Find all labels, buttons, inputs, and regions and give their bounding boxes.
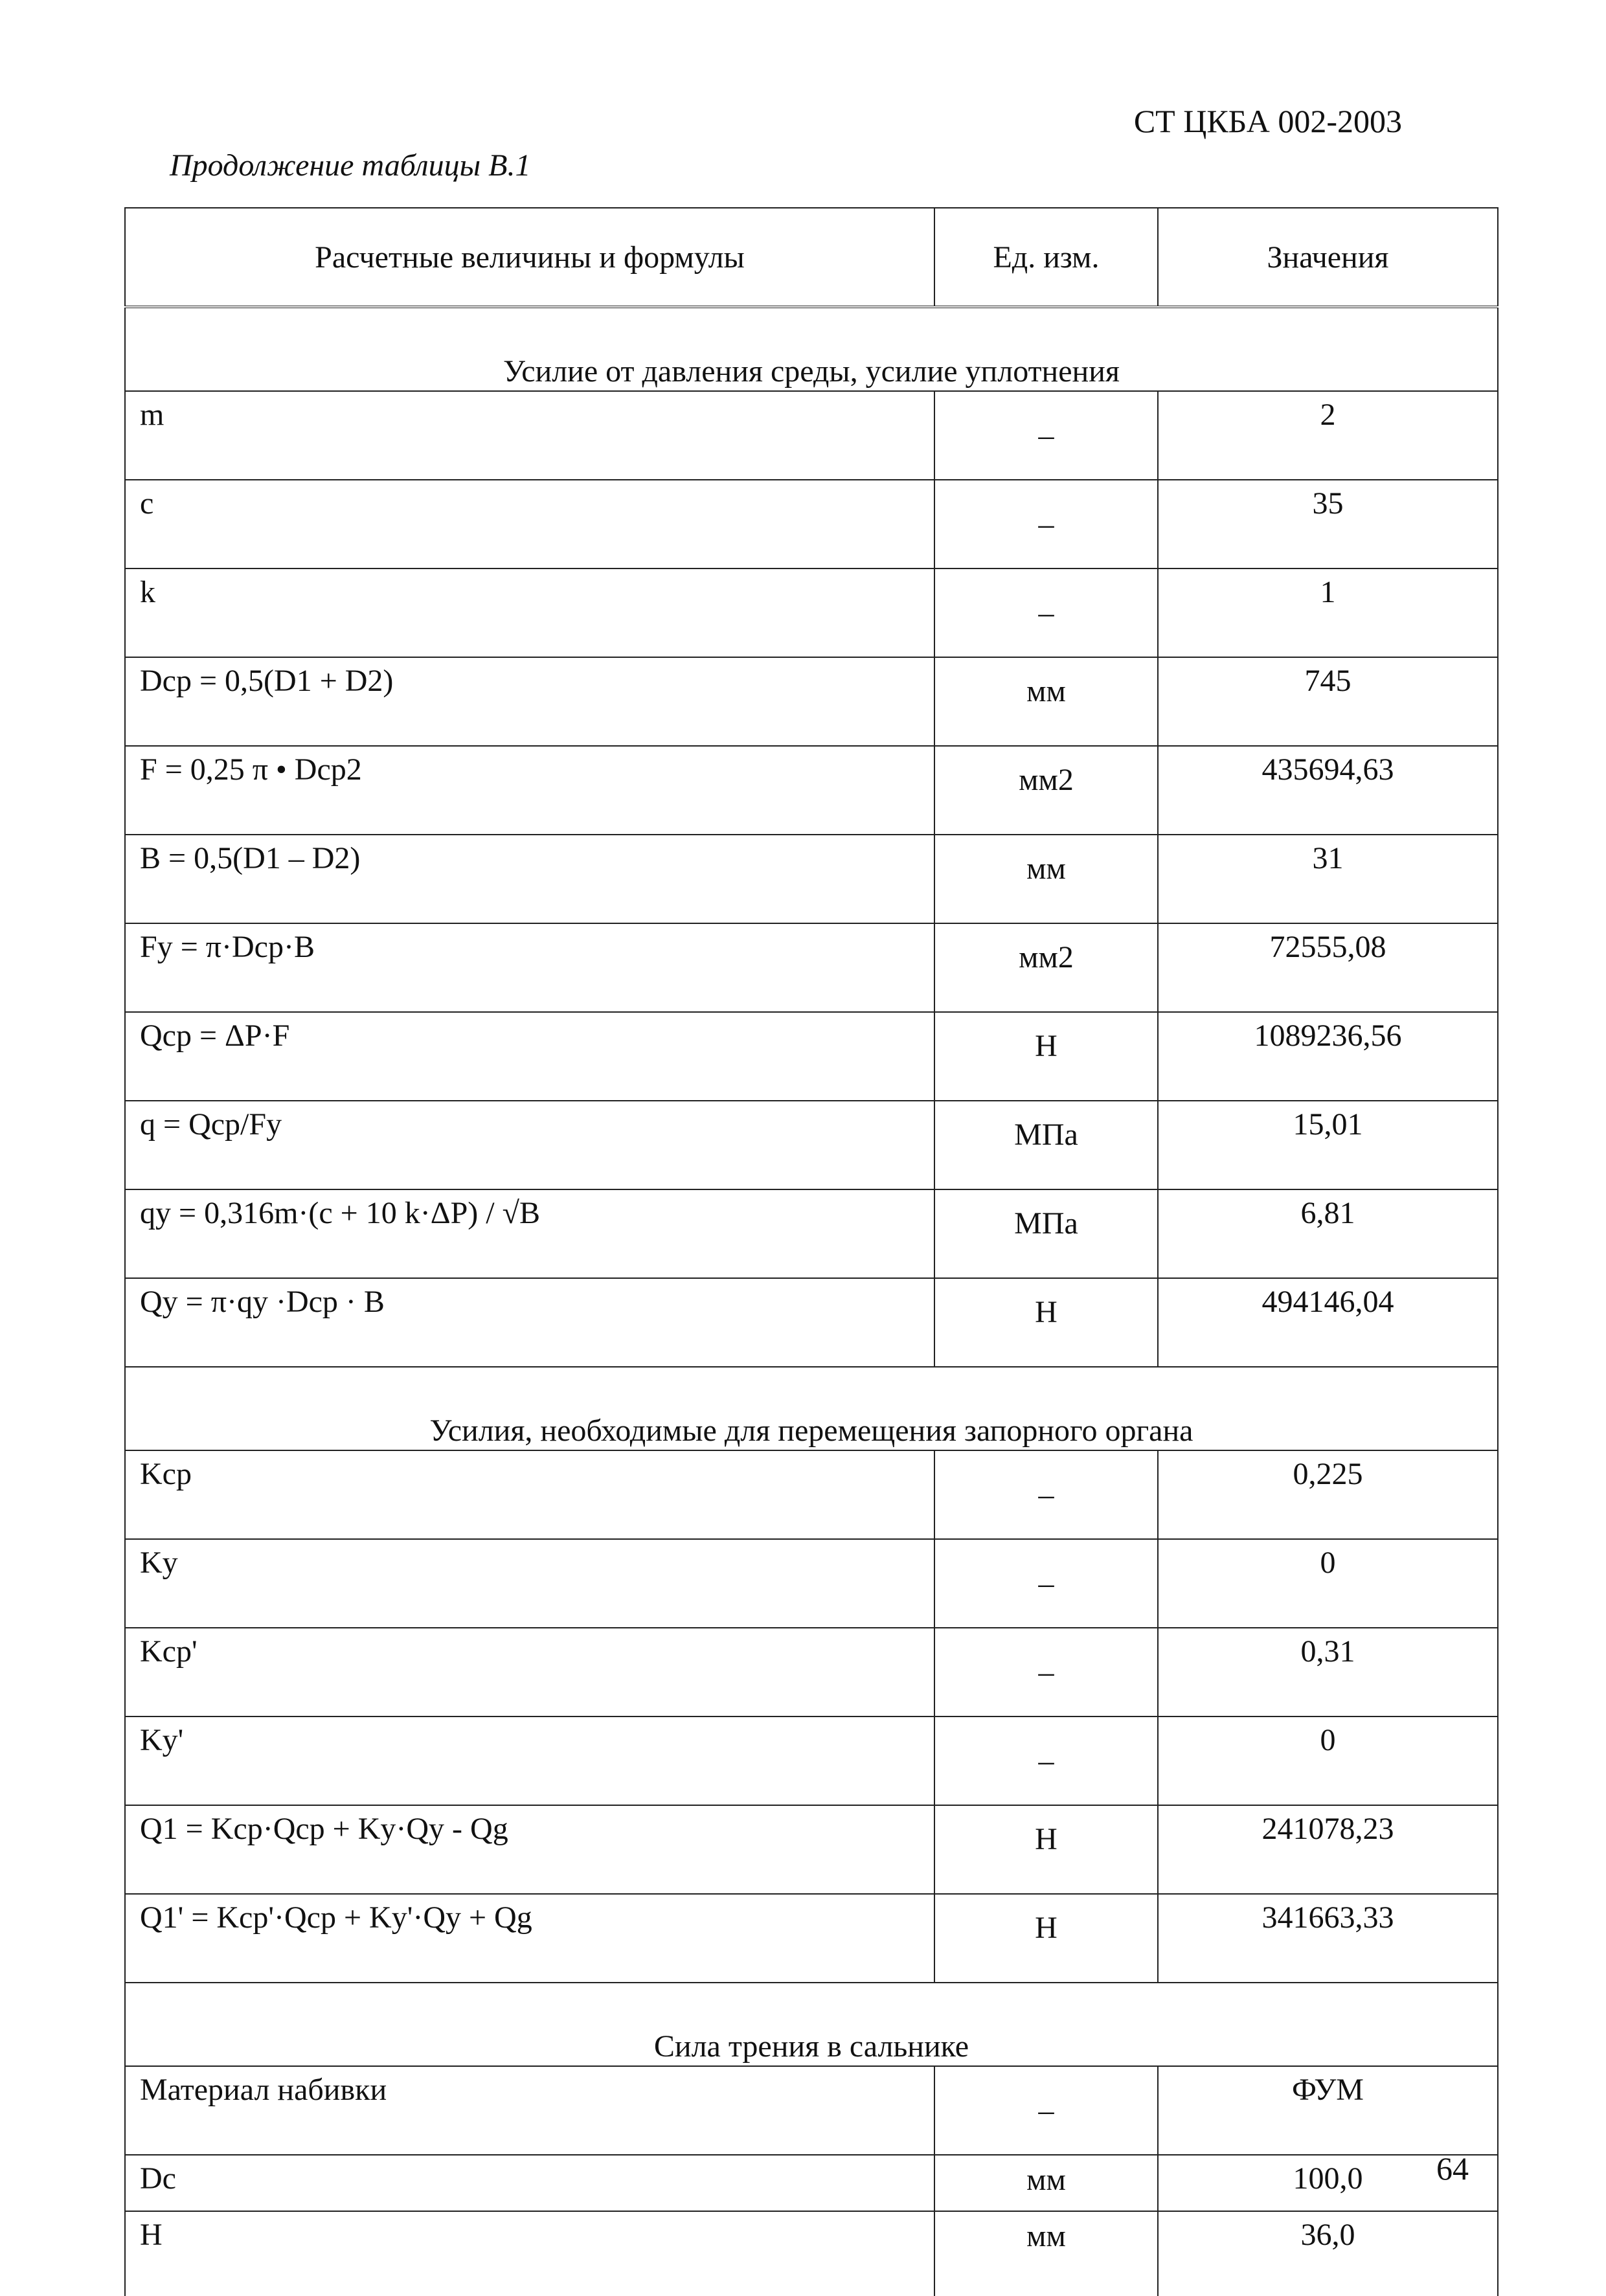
unit-cell: _ (934, 1716, 1158, 1805)
formula-cell: Dc (125, 2155, 934, 2211)
formula-cell: q = Qcp/Fy (125, 1101, 934, 1189)
value-cell: 1089236,56 (1158, 1012, 1498, 1101)
value-cell: 1 (1158, 568, 1498, 657)
page-number: 64 (1436, 2150, 1469, 2187)
unit-cell: МПа (934, 1189, 1158, 1278)
table-row (125, 746, 1498, 835)
table-row (125, 835, 1498, 923)
table-row (125, 1012, 1498, 1101)
column-header-unit: Ед. изм. (934, 208, 1158, 307)
table-row (125, 2211, 1498, 2296)
formula-cell: Kcp (125, 1450, 934, 1539)
table-row (125, 1628, 1498, 1716)
table-row (125, 1101, 1498, 1189)
value-cell: 2 (1158, 391, 1498, 480)
unit-cell: Н (934, 1894, 1158, 1983)
unit-cell: _ (934, 568, 1158, 657)
unit-cell: мм (934, 835, 1158, 923)
formula-cell: Ky' (125, 1716, 934, 1805)
table-row (125, 1805, 1498, 1894)
value-cell: 241078,23 (1158, 1805, 1498, 1894)
value-cell: 0,31 (1158, 1628, 1498, 1716)
unit-cell: _ (934, 2066, 1158, 2155)
unit-cell: мм (934, 2211, 1158, 2296)
formula-cell: H (125, 2211, 934, 2296)
unit-cell: _ (934, 1628, 1158, 1716)
section-row (125, 307, 1498, 391)
unit-cell: мм (934, 2155, 1158, 2211)
table-row (125, 480, 1498, 568)
formula-cell: c (125, 480, 934, 568)
calculation-table (124, 207, 1499, 2296)
value-cell: 0 (1158, 1716, 1498, 1805)
section-row (125, 1367, 1498, 1450)
formula-cell: Ky (125, 1539, 934, 1628)
value-cell: 341663,33 (1158, 1894, 1498, 1983)
unit-cell: _ (934, 480, 1158, 568)
formula-cell: Dcp = 0,5(D1 + D2) (125, 657, 934, 746)
value-cell: 0 (1158, 1539, 1498, 1628)
formula-cell: Q1' = Kcp'·Qcp + Ky'·Qy + Qg (125, 1894, 934, 1983)
value-cell: ФУМ (1158, 2066, 1498, 2155)
value-cell: 31 (1158, 835, 1498, 923)
value-cell: 435694,63 (1158, 746, 1498, 835)
value-cell: 72555,08 (1158, 923, 1498, 1012)
value-cell: 15,01 (1158, 1101, 1498, 1189)
document-code: СТ ЦКБА 002-2003 (1133, 103, 1402, 139)
value-cell: 0,225 (1158, 1450, 1498, 1539)
table-row (125, 1716, 1498, 1805)
formula-cell: Fy = π·Dcp·B (125, 923, 934, 1012)
column-header-value: Значения (1158, 208, 1498, 307)
formula-cell: qy = 0,316m·(c + 10 k·ΔP) / √B (125, 1189, 934, 1278)
table-row (125, 1539, 1498, 1628)
section-title: Сила трения в сальнике (125, 1983, 1498, 2066)
formula-cell: Q1 = Kcp·Qcp + Ky·Qy - Qg (125, 1805, 934, 1894)
unit-cell: _ (934, 391, 1158, 480)
unit-cell: МПа (934, 1101, 1158, 1189)
section-title: Усилие от давления среды, усилие уплотнения (125, 307, 1498, 391)
table-row (125, 2155, 1498, 2211)
formula-cell: k (125, 568, 934, 657)
unit-cell: мм (934, 657, 1158, 746)
formula-cell: B = 0,5(D1 – D2) (125, 835, 934, 923)
value-cell: 745 (1158, 657, 1498, 746)
table-header-row (125, 208, 1498, 307)
formula-cell: Qcp = ΔP·F (125, 1012, 934, 1101)
value-cell: 6,81 (1158, 1189, 1498, 1278)
value-cell: 36,0 (1158, 2211, 1498, 2296)
table-row (125, 2066, 1498, 2155)
unit-cell: Н (934, 1012, 1158, 1101)
formula-cell: Qy = π·qy ·Dcp · B (125, 1278, 934, 1367)
unit-cell: Н (934, 1805, 1158, 1894)
table-row (125, 1450, 1498, 1539)
formula-cell: F = 0,25 π • Dcp2 (125, 746, 934, 835)
value-cell: 100,0 (1158, 2155, 1498, 2211)
formula-cell: Kcp' (125, 1628, 934, 1716)
table-row (125, 1189, 1498, 1278)
unit-cell: _ (934, 1450, 1158, 1539)
formula-cell: m (125, 391, 934, 480)
table-row (125, 1278, 1498, 1367)
unit-cell: мм2 (934, 746, 1158, 835)
table-row (125, 923, 1498, 1012)
unit-cell: Н (934, 1278, 1158, 1367)
table-row (125, 391, 1498, 480)
table-row (125, 568, 1498, 657)
value-cell: 494146,04 (1158, 1278, 1498, 1367)
table-row (125, 657, 1498, 746)
table-continuation-caption: Продолжение таблицы В.1 (170, 148, 531, 183)
formula-cell: Материал набивки (125, 2066, 934, 2155)
table-row (125, 1894, 1498, 1983)
section-title: Усилия, необходимые для перемещения запорного органа (125, 1367, 1498, 1450)
value-cell: 35 (1158, 480, 1498, 568)
unit-cell: мм2 (934, 923, 1158, 1012)
column-header-quantity: Расчетные величины и формулы (125, 208, 934, 307)
unit-cell: _ (934, 1539, 1158, 1628)
section-row (125, 1983, 1498, 2066)
